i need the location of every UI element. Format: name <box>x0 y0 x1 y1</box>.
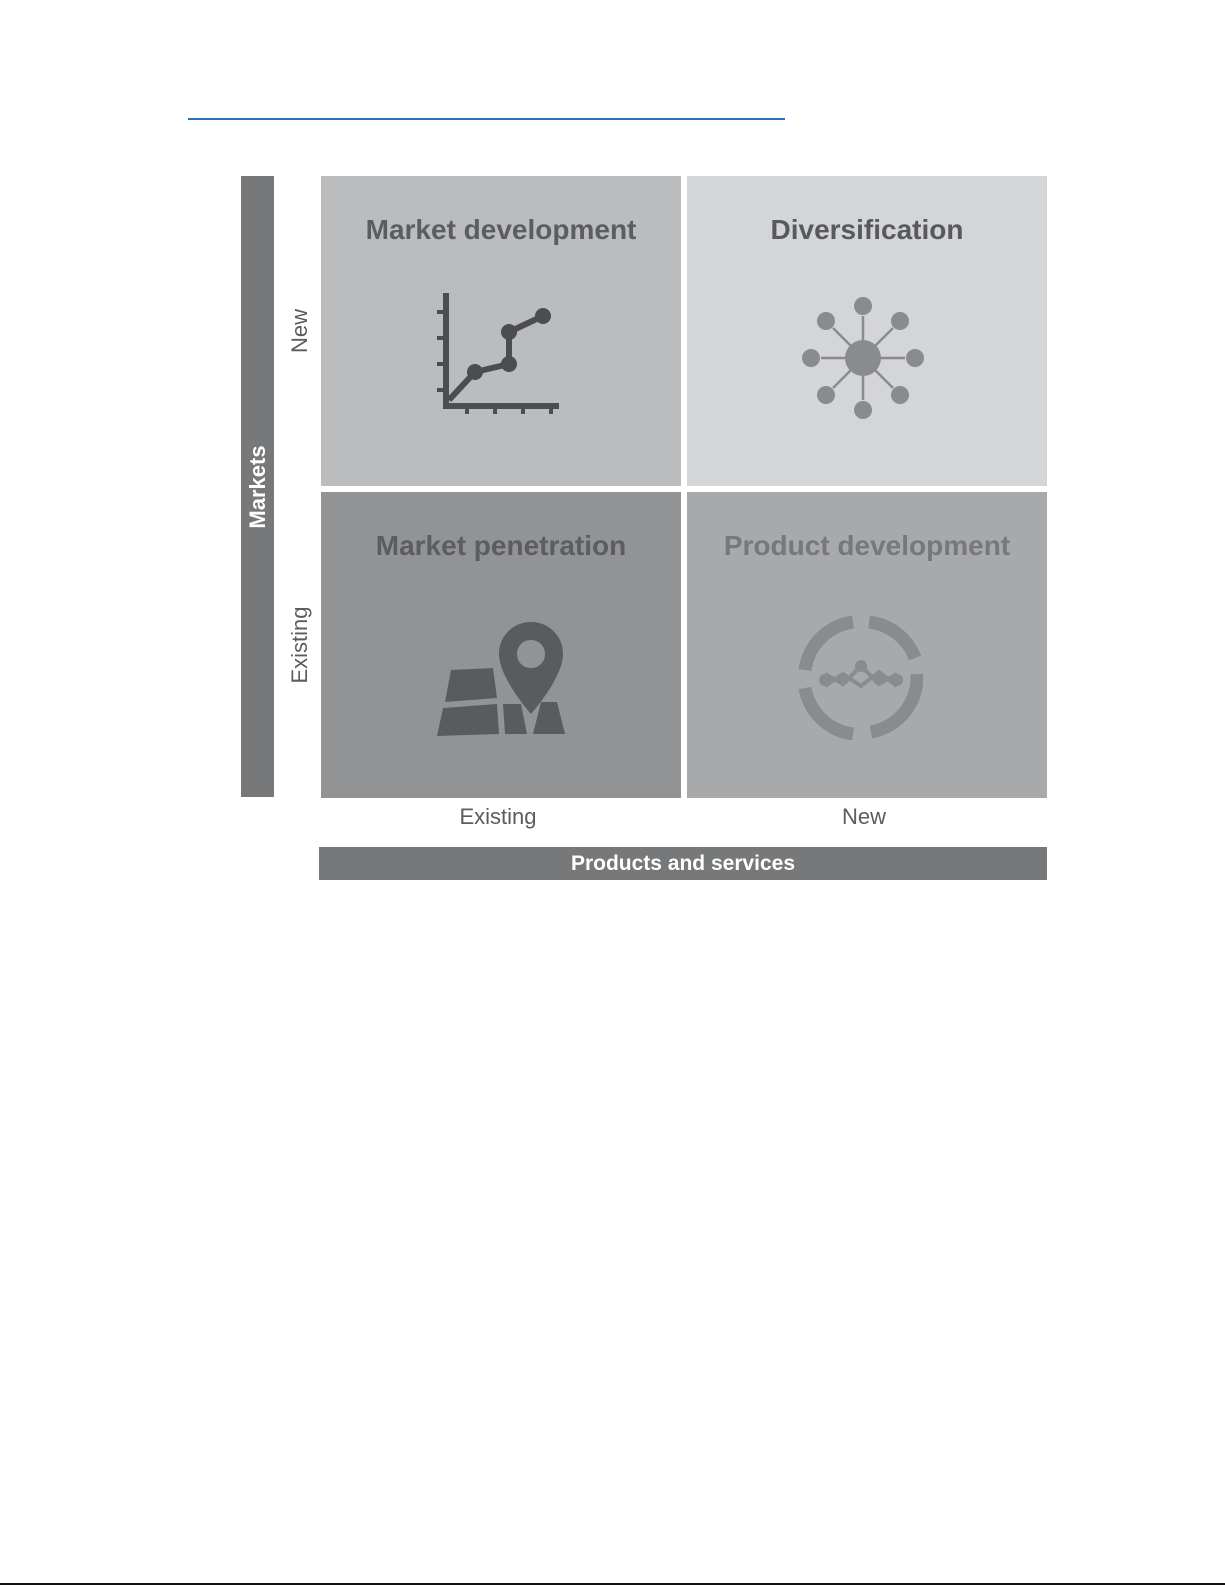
quadrant-title: Market penetration <box>375 530 627 561</box>
products-axis-label: Products and services <box>570 851 796 875</box>
quadrant-title: Market development <box>365 214 637 245</box>
vertical-tick-existing-label: Existing <box>287 606 312 684</box>
markets-axis-label: Markets <box>244 444 270 529</box>
horizontal-tick-new: New <box>841 804 887 829</box>
top-rule <box>188 118 785 120</box>
map-pin-icon <box>437 622 569 740</box>
hub-network-icon <box>801 296 925 420</box>
quadrant-market-penetration <box>321 492 681 798</box>
products-axis-bar <box>319 847 1047 880</box>
line-chart-icon <box>437 290 563 418</box>
quadrant-title: Diversification <box>770 214 964 245</box>
markets-axis-bar <box>241 176 274 797</box>
quadrant-product-development <box>687 492 1047 798</box>
vertical-tick-new-label: New <box>287 308 312 354</box>
cycle-chart-icon <box>799 616 923 740</box>
quadrant-title: Product development <box>723 530 1011 561</box>
horizontal-tick-existing: Existing <box>459 804 537 829</box>
quadrant-diversification <box>687 176 1047 486</box>
quadrant-market-development <box>321 176 681 486</box>
